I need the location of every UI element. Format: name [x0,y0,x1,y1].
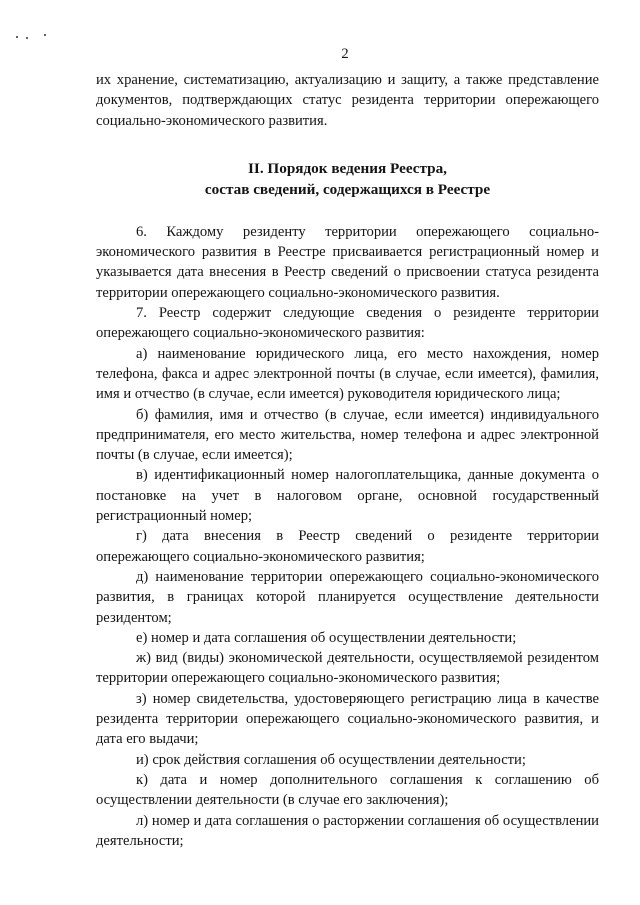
list-item-z: з) номер свидетельства, удостоверяющего регистрацию лица в качестве резидента территории опережающего социально-экономического развития, и дата его выдачи; [96,690,599,748]
intro-paragraph: их хранение, систематизацию, актуализацию и защиту, а также представление документов, подтверждающих статус резидента территории опережающего социально-экономического развития. [96,72,599,129]
list-item-g: г) дата внесения в Реестр сведений о резиденте территории опережающего социально-экономического развития; [96,528,599,565]
page-number: 2 [341,46,349,62]
list-item-v: в) идентификационный номер налогоплательщика, данные документа о постановке на учет в налоговом органе, основной государственный регистрационный номер; [96,467,599,525]
section-heading [96,158,599,200]
scan-artifact-dots [16,34,56,42]
list-item-d: д) наименование территории опережающего социально-экономического развития, в границах которой планируется осуществление деятельности резидентом; [96,568,599,626]
section-heading-line-1: II. Порядок ведения Реестра, [248,159,447,177]
list-item-e: е) номер и дата соглашения об осуществлении деятельности; [136,629,517,646]
list-item-k: к) дата и номер дополнительного соглашения к соглашению об осуществлении деятельности (в случае его заключения); [96,771,599,809]
list-item-i: и) срок действия соглашения об осуществлении деятельности; [136,751,526,768]
list-item-l: л) номер и дата соглашения о расторжении соглашения об осуществлении деятельности; [96,812,599,849]
list-item-zh: ж) вид (виды) экономической деятельности, осуществляемой резидентом территории опережающего социально-экономического развития; [96,650,599,687]
list-item-a: а) наименование юридического лица, его место нахождения, номер телефона, факса и адрес электронной почты (в случае, если имеется), фамилия, имя и отчество (в случае, если имеется) руководителя юридического лица; [96,345,599,403]
scan-dot [26,37,28,39]
section-heading-line-2: состав сведений, содержащихся в Реестре [204,180,491,198]
document-body [96,70,599,851]
scan-dot [16,36,18,38]
scan-dot [44,34,46,36]
paragraph-6: 6. Каждому резиденту территории опережающего социально-экономического развития в Реестре присваивается регистрационный номер и указывается дата внесения в Реестр сведений о присвоении статуса резидента территории опережающего социально-экономического развития. [96,223,599,301]
paragraph-7: 7. Реестр содержит следующие сведения о резиденте территории опережающего социально-экономического развития: [96,305,599,342]
list-item-b: б) фамилия, имя и отчество (в случае, если имеется) индивидуального предпринимателя, его место жительства, номер телефона и адрес электронной почты (в случае, если имеется); [96,406,599,464]
